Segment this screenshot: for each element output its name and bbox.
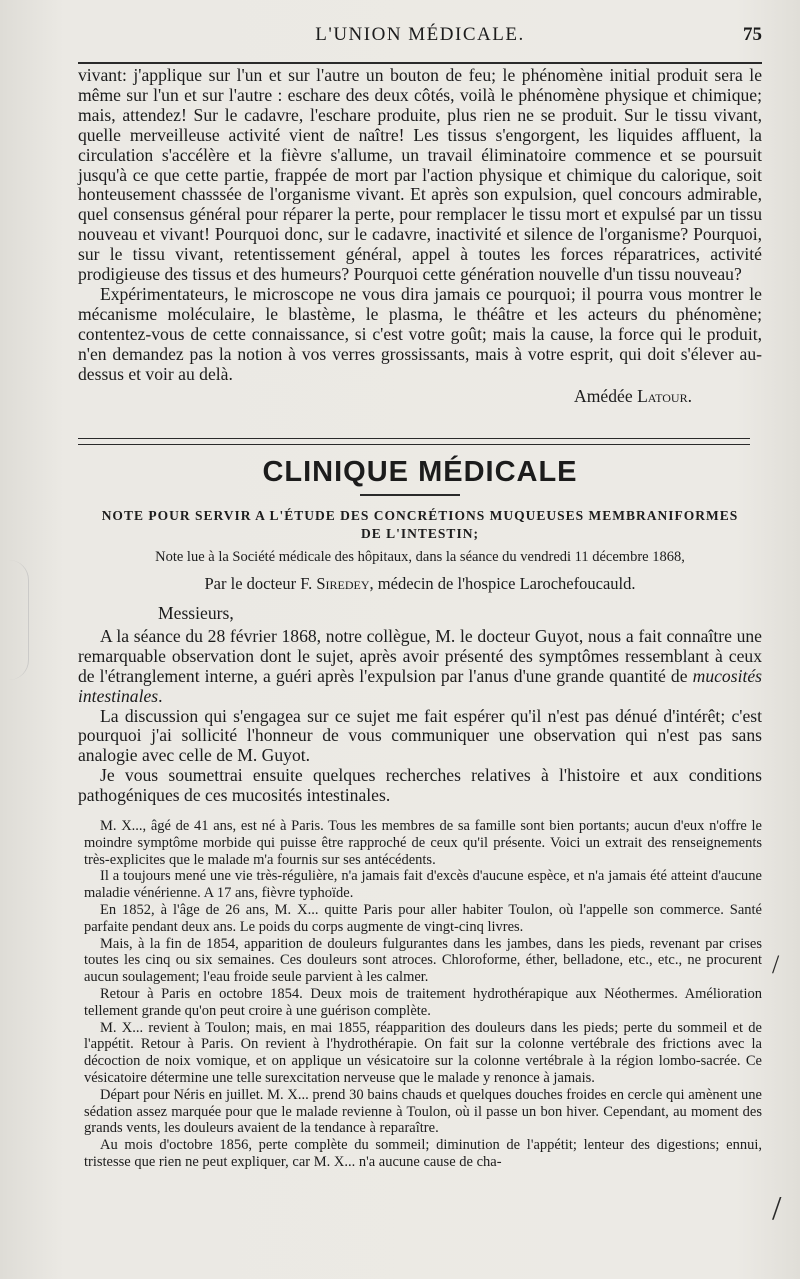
- byline: [78, 574, 762, 594]
- observation-paragraph: M. X... revient à Toulon; mais, en mai 1855, réapparition des douleurs dans les pieds; perte du sommeil et de l'appétit. Retour à Paris. On revient à l'hydrothérapie. On fait sur la colonne vertébrale des frictions avec la décoction de noix vomique, et on applique un vésicatoire sur la colonne vertébrale à la région lombo-sacrée. Ce vésicatoire détermine une telle surexcitation nerveuse que le malade y renonce à jamais.: [84, 1019, 762, 1086]
- observation-paragraph: Au mois d'octobre 1856, perte complète du sommeil; diminution de l'appétit; lenteur des digestions; ennui, tristesse que rien ne peut expliquer, car M. X... n'a aucune cause de cha-: [84, 1137, 762, 1170]
- title-underline: [360, 494, 460, 496]
- journal-title: L'UNION MÉDICALE.: [315, 24, 525, 45]
- author-signature: [78, 387, 762, 407]
- article-continuation: [78, 66, 762, 406]
- observation-paragraph: Retour à Paris en octobre 1854. Deux mois de traitement hydrothérapique aux Néothermes. Amélioration tellement grande qu'on peut croire à une guérison complète.: [84, 985, 762, 1019]
- observation-paragraph: Départ pour Néris en juillet. M. X... prend 30 bains chauds et quelques douches froides en cercle qui amènent une sédation assez marquée pour que le malade revienne à Toulon, où il passe un bon hiver. Cependant, au moment des grands vents, les douleurs avaient de la tendance à reparaître.: [84, 1086, 762, 1137]
- section-divider: [78, 438, 750, 445]
- running-header: [78, 22, 762, 52]
- margin-pencil-mark: /: [772, 1190, 782, 1227]
- observation-paragraph: En 1852, à l'âge de 26 ans, M. X... quitte Paris pour aller habiter Toulon, où l'appelle son commerce. Santé parfaite pendant deux ans. Le poids du corps augmente de vingt-cinq livres.: [84, 901, 762, 935]
- paragraph-text: A la séance du 28 février 1868, notre collègue, M. le docteur Guyot, nous a fait connaître une remarquable observation dont le sujet, après avoir présenté des symptômes ressemblant à ceux de l'étranglement interne, a guéri après l'expulsion par l'anus d'une grande quantité de: [78, 625, 762, 686]
- paragraph: [78, 627, 762, 707]
- signature-first-name: Amédée: [574, 385, 633, 406]
- italic-term: mucosités intestinales: [78, 665, 762, 706]
- salutation: Messieurs,: [158, 603, 234, 623]
- paragraph: Je vous soumettrai ensuite quelques recherches relatives à l'histoire et aux conditions pathogéniques de ces mucosités intestinales.: [78, 765, 762, 806]
- note-title-line: NOTE POUR SERVIR A L'ÉTUDE DES CONCRÉTIONS MUQUEUSES MEMBRANIFORMES: [101, 508, 739, 523]
- header-rule: [78, 62, 762, 64]
- observation-paragraph: M. X..., âgé de 41 ans, est né à Paris. Tous les membres de sa famille sont bien portants; aucun d'eux n'offre le moindre symptôme morbide qui puisse être rapproché de ceux qu'il présente. Voici un extrait des renseignements très-explicites que le malade m'a fournis sur ses antécédents.: [84, 818, 762, 868]
- paragraph: vivant: j'applique sur l'un et sur l'autre un bouton de feu; le phénomène initial produit sera le même sur l'un et sur l'autre : eschare des deux côtés, voilà le phénomène physique et chimique; mais, attendez! Sur le cadavre, l'eschare produite, plus rien ne se produit. Sur le tissu vivant, quelle merveilleuse activité vient de naître! Les tissus s'engorgent, les liquides affluent, la circulation s'accélère et la fièvre s'allume, un travail éliminatoire commence et se poursuit jusqu'à ce que cette partie, frappée de mort par l'action physique et chimique du calorique, soit honteusement chasssée de l'organisme vivant. Et après son expulsion, quel concours admirable, quel consensus général pour réparer la perte, pour remplacer le tissu mort et expulsé par un tissu nouveau et vivant! Pourquoi donc, sur le cadavre, inactivité et silence de l'organisme? Pourquoi, sur le tissu vivant, retentissement général, appel à toutes les forces réparatrices, activité prodigieuse des tissus et des humeurs? Pourquoi cette génération nouvelle d'un tissu nouveau?: [78, 65, 762, 285]
- paragraph: Expérimentateurs, le microscope ne vous dira jamais ce pourquoi; il pourra vous montrer le mécanisme moléculaire, le blastème, le plasma, le théâtre et les acteurs du phénomène; contentez-vous de cette connaissance, si c'est votre goût; mais la cause, la force qui le produit, n'en demandez pas la notion à vos verres grossissants, mais à votre esprit, qui doit s'élever au-dessus et voir au delà.: [78, 283, 762, 384]
- paragraph-end: .: [158, 685, 163, 706]
- signature-last-name: Latour.: [637, 385, 692, 406]
- observation-paragraph: Mais, à la fin de 1854, apparition de douleurs fulgurantes dans les jambes, dans les pieds, revenant par crises toutes les cinq ou six semaines. Ces douleurs sont atroces. Chloroforme, éther, belladone, etc., etc., ne procurent aucun soulagement; l'eau froide seule parvient à les calmer.: [84, 935, 762, 986]
- byline-prefix: Par le docteur F.: [204, 574, 313, 593]
- byline-suffix: , médecin de l'hospice Larochefoucauld.: [369, 574, 636, 593]
- author-name: Siredey: [316, 574, 370, 593]
- page-number: 75: [743, 24, 762, 45]
- section-title: CLINIQUE MÉDICALE: [262, 456, 578, 488]
- case-observation: [84, 818, 762, 1171]
- page-fold-shadow: [0, 560, 29, 680]
- margin-pencil-mark: /: [772, 950, 780, 979]
- note-subtitle: Note lue à la Société médicale des hôpitaux, dans la séance du vendredi 11 décembre 1868,: [155, 549, 685, 565]
- note-title-line: DE L'INTESTIN;: [361, 526, 479, 541]
- lecture-text: [78, 604, 762, 806]
- note-title: [78, 507, 762, 543]
- paragraph: La discussion qui s'engagea sur ce sujet me fait espérer qu'il n'est pas dénué d'intérêt; c'est pourquoi j'ai sollicité l'honneur de vous communiquer une observation qui n'est pas sans analogie avec celle de M. Guyot.: [78, 705, 762, 766]
- observation-paragraph: Il a toujours mené une vie très-régulière, n'a jamais fait d'excès d'aucune espèce, et n'a jamais été atteint d'aucune maladie vénérienne. A 17 ans, fièvre typhoïde.: [84, 868, 762, 902]
